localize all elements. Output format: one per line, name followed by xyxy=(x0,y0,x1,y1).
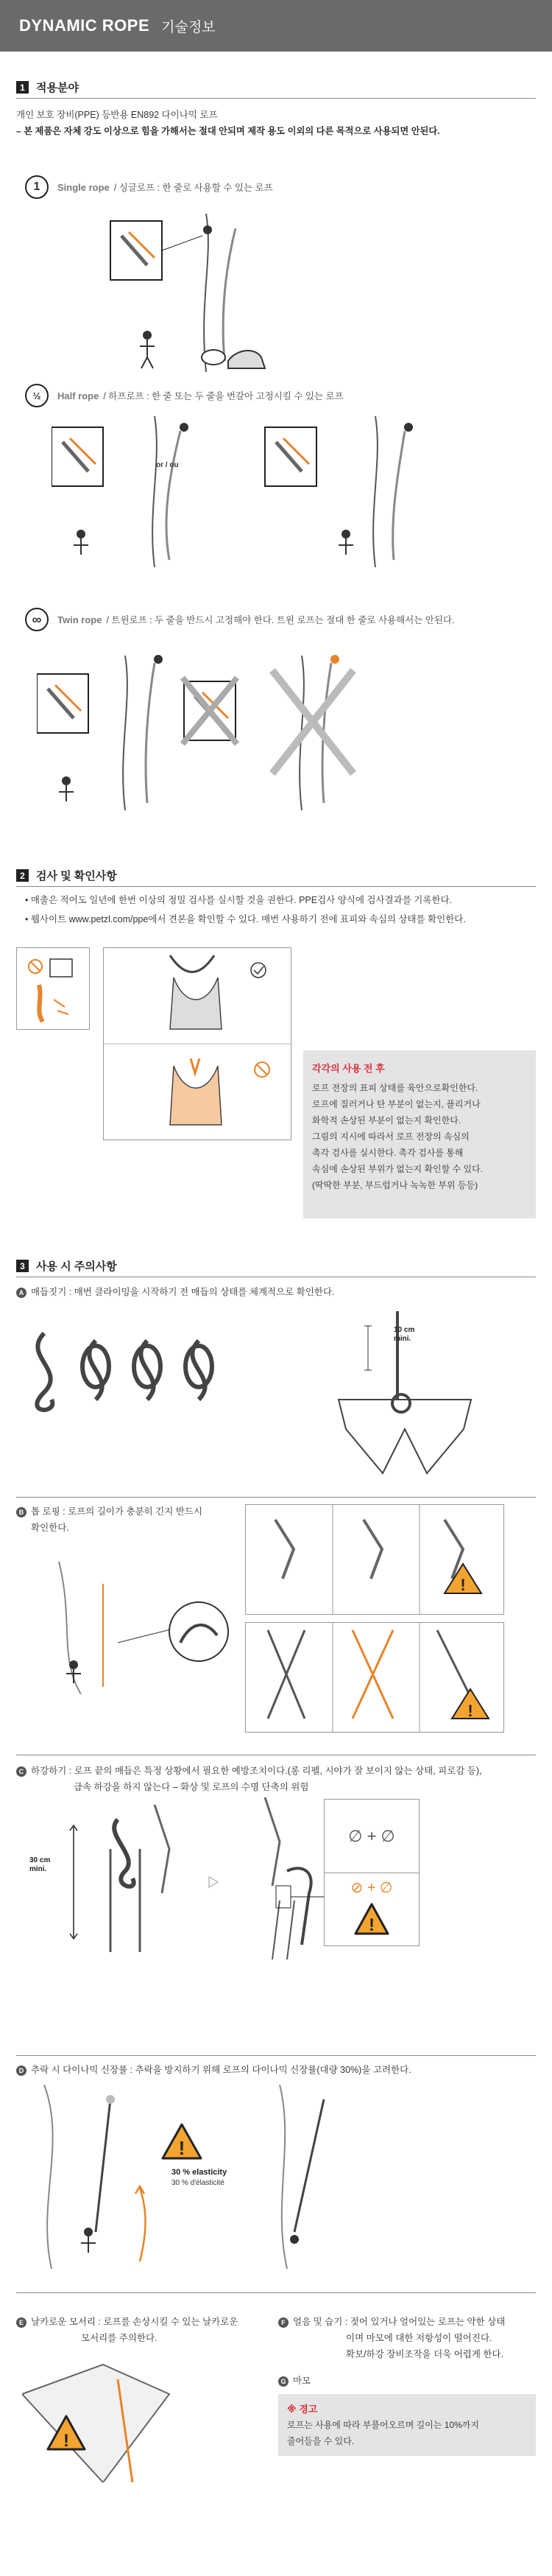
inspection-bullet-2: • 웹사이트 www.petzl.com/ppe에서 견본을 확인할 수 있다. 매번 사용하기 전에 표피와 속심의 상태를 확인한다. xyxy=(25,914,466,924)
svg-text:!: ! xyxy=(460,1576,466,1594)
twin-rope-heading xyxy=(25,608,455,631)
header-bar xyxy=(0,0,552,52)
section-title: 검사 및 확인사항 xyxy=(36,870,117,882)
twin-rope-desc: / 트윈로프 : 두 줄을 반드시 고정해야 한다. 트윈 로프는 절대 한 줄로 사용해서는 안된다. xyxy=(106,615,455,625)
header-title: DYNAMIC ROPE xyxy=(19,16,150,35)
section-divider xyxy=(16,1497,536,1498)
box-line-6: 속심에 손상된 부위가 없는지 확인할 수 있다. xyxy=(312,1164,483,1174)
elasticity-label: 30 % elasticity xyxy=(171,2168,227,2177)
item-b-text xyxy=(16,1504,202,1519)
half-rope-heading xyxy=(25,384,344,407)
top-rope-frame-row-1 xyxy=(245,1504,504,1615)
section-title: 사용 시 주의사항 xyxy=(36,1260,117,1273)
wear-warning-title: ※ 경고 xyxy=(287,2404,318,2415)
inspection-main-frame xyxy=(103,947,291,1140)
svg-text:!: ! xyxy=(63,2431,69,2451)
item-f-desc-3: 확보/하강 장비조작을 더욱 어렵게 한다. xyxy=(346,2349,504,2359)
item-f-desc-2: 이며 마모에 대한 저항성이 떨어진다. xyxy=(346,2333,492,2343)
application-line-1: 개인 보호 장비(PPE) 등반용 EN892 다이나믹 로프 xyxy=(16,110,218,120)
half-rope-icon: ½ xyxy=(25,384,49,407)
descent-symbol-ok: ∅ + ∅ xyxy=(348,1827,395,1845)
half-rope-or-label: or / ou xyxy=(156,461,179,469)
box-line-5: 촉각 검사를 실시한다. 촉각 검사를 통해 xyxy=(312,1148,464,1158)
descent-symbol-box xyxy=(324,1799,420,1946)
section-2-heading xyxy=(16,868,117,883)
no-fire-icon xyxy=(17,948,89,1029)
item-d-desc: 추락 시 다이나믹 신장률 : 추락을 방지하기 위해 로프의 다이나믹 신장률(대량 30%)을 고려한다. xyxy=(31,2065,411,2075)
svg-text:!: ! xyxy=(467,1702,473,1720)
half-rope-name: Half rope xyxy=(57,390,99,401)
rope-inspection-illustration xyxy=(104,948,291,1140)
item-g-text xyxy=(278,2373,311,2388)
section-divider xyxy=(16,886,536,887)
item-b-desc-1: 톱 로핑 : 로프의 길이가 충분히 긴지 반드시 xyxy=(31,1506,203,1517)
top-rope-frame-row-2 xyxy=(245,1622,504,1733)
section-number: 1 xyxy=(16,81,29,94)
rope-end-measure-1: 30 cm xyxy=(29,1856,51,1864)
single-rope-desc: / 싱글로프 : 한 줄로 사용할 수 있는 로프 xyxy=(113,183,273,193)
harness-illustration xyxy=(324,1311,523,1488)
arrow-right-icon xyxy=(206,1875,221,1889)
header-subtitle: 기술정보 xyxy=(161,19,216,35)
single-rope-illustration xyxy=(96,214,287,372)
twin-rope-illustration xyxy=(37,641,508,810)
section-number: 2 xyxy=(16,869,29,882)
before-after-use-box xyxy=(303,1050,536,1218)
item-c-desc-1: 하강하기 : 로프 끝의 매듭은 특정 상황에서 필요한 예방조치이다.(롱 리펠, 시야가 잘 보이지 않는 상태, 피로감 등), xyxy=(31,1766,482,1776)
item-c-text xyxy=(16,1763,482,1778)
twin-rope-name: Twin rope xyxy=(57,614,102,625)
box-line-2: 로프에 질러거나 탄 부분이 없는지, 플리거나 xyxy=(312,1099,481,1109)
wear-warning-box xyxy=(278,2394,536,2456)
section-divider xyxy=(16,98,536,99)
box-line-4: 그림의 지시에 따라서 로프 전장의 속심의 xyxy=(312,1131,470,1142)
box-title: 각각의 사용 전 후 xyxy=(312,1063,385,1074)
top-rope-illustration xyxy=(44,1562,243,1694)
single-rope-heading xyxy=(25,175,273,199)
rope-end-knot-illustration xyxy=(22,1805,258,1967)
svg-text:!: ! xyxy=(178,2137,185,2159)
inspection-bullet-1: • 매출은 적어도 일년에 한번 이상의 정밀 검사를 실시할 것을 권한다. PPE검사 양식에 검사결과를 기록한다. xyxy=(25,895,453,905)
item-a-text xyxy=(16,1285,335,1299)
item-d-letter: D xyxy=(16,2066,26,2076)
section-1-heading xyxy=(16,80,79,95)
elasticity-warning-icon xyxy=(160,2121,204,2163)
section-divider xyxy=(16,2055,536,2056)
item-f-text xyxy=(278,2314,505,2329)
rope-end-measure-2: mini. xyxy=(29,1865,47,1873)
item-a-desc: 매듭짓기 : 매번 클라이밍을 시작하기 전 매듭의 상태를 체계적으로 확인한다. xyxy=(31,1287,335,1297)
warning-icon xyxy=(353,1901,391,1937)
half-rope-desc: / 하프로프 : 한 줄 또는 두 줄을 번갈아 고정시킬 수 있는 로프 xyxy=(103,391,344,401)
twin-rope-icon: ∞ xyxy=(25,608,49,631)
box-line-1: 로프 전장의 표피 상태를 육안으로확인한다. xyxy=(312,1083,478,1093)
item-e-desc-2: 모서리를 주의한다. xyxy=(81,2333,158,2343)
section-number: 3 xyxy=(16,1260,29,1272)
wear-warning-line-2: 줄어들을 수 있다. xyxy=(287,2436,355,2446)
rope-crossing-illustration xyxy=(246,1623,503,1732)
item-c-letter: C xyxy=(16,1766,26,1777)
elasticity-label-fr: 30 % d'élasticité xyxy=(171,2179,224,2187)
wear-warning-line-1: 로프는 사용에 따라 부풀어오르며 길이는 10%까지 xyxy=(287,2420,479,2430)
box-line-3: 화학적 손상된 부분이 없는지 확인한다. xyxy=(312,1115,461,1126)
single-rope-icon: 1 xyxy=(25,175,49,199)
half-rope-illustration xyxy=(52,416,493,567)
section-divider xyxy=(16,2292,536,2293)
box-line-7: (딱딱한 부분, 부드럽거나 녹녹한 부위 등등) xyxy=(312,1180,478,1190)
item-b-letter: B xyxy=(16,1507,26,1517)
item-e-desc-1: 날카로운 모서리 : 로프를 손상시킬 수 있는 날카로운 xyxy=(31,2317,238,2327)
svg-text:!: ! xyxy=(369,1915,375,1935)
descent-symbol-bad: ⊘ + ∅ xyxy=(350,1879,393,1896)
fall-illustration-2 xyxy=(250,2085,361,2269)
item-a-letter: A xyxy=(16,1288,26,1298)
item-d-text xyxy=(16,2063,411,2077)
item-e-text xyxy=(16,2314,238,2329)
knot-illustration xyxy=(22,1326,228,1422)
item-b-desc-2: 확인한다. xyxy=(31,1523,69,1533)
sharp-edge-illustration xyxy=(22,2350,191,2482)
application-line-2: – 본 제품은 자체 강도 이상으로 힘을 가해서는 절대 안되며 제작 용도 이외의 다른 목적으로 사용되면 안된다. xyxy=(16,126,440,136)
item-g-letter: G xyxy=(278,2376,289,2387)
section-3-heading xyxy=(16,1258,117,1274)
item-c-desc-2: 급속 하강을 하지 않는다 – 화상 및 로프의 수명 단축의 위험 xyxy=(74,1782,309,1792)
section-title: 적용분야 xyxy=(36,82,79,94)
item-e-letter: E xyxy=(16,2317,26,2328)
inspection-small-frame xyxy=(16,947,90,1030)
item-f-letter: F xyxy=(278,2317,289,2328)
item-g-desc: 마모 xyxy=(293,2376,311,2386)
carabiner-lowering-illustration xyxy=(246,1505,503,1614)
fall-illustration-1 xyxy=(22,2085,184,2269)
knot-tail-measure: 10 cm mini. xyxy=(394,1326,415,1343)
item-f-desc-1: 얼음 및 습기 : 젖어 있거나 얼어있는 로프는 약한 상태 xyxy=(293,2317,506,2327)
single-rope-name: Single rope xyxy=(57,181,110,193)
